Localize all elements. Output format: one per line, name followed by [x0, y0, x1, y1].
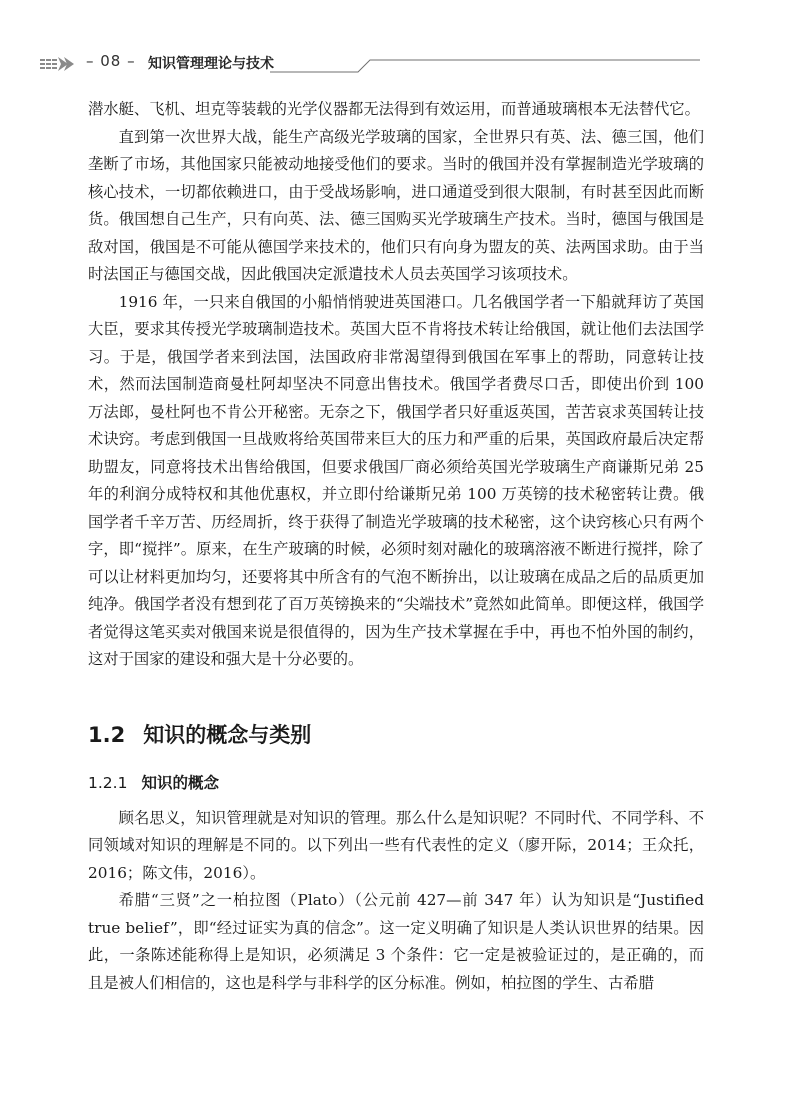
running-header [0, 48, 790, 82]
paragraph-continued: 潜水艇、飞机、坦克等装载的光学仪器都无法得到有效运用，而普通玻璃根本无法替代它。 [88, 100, 700, 118]
paragraph-wwi-glass-monopoly: 直到第一次世界大战，能生产高级光学玻璃的国家，全世界只有英、法、德三国，他们垄断了市场，其他国家只能被动地接受他们的要求。当时的俄国并没有掌握制造光学玻璃的核心技术，一切都依赖进口，由于受战场影响，进口通道受到很大限制，有时甚至因此而断货。俄国想自己生产，只有向英、法、德三国购买光学玻璃生产技术。当时，德国与俄国是敌对国，俄国是不可能从德国学来技术的，他们只有向身为盟友的英、法两国求助。由于当时法国正与德国交战，因此俄国决定派遣技术人员去英国学习该项技术。 [88, 127, 704, 283]
subsection-title: 知识的概念 [141, 773, 219, 792]
page-body [88, 96, 704, 997]
subsection-number: 1.2.1 [88, 773, 128, 792]
paragraph-russian-scholars-story: 1916 年，一只来自俄国的小船悄悄驶进英国港口。几名俄国学者一下船就拜访了英国大臣，要求其传授光学玻璃制造技术。英国大臣不肯将技术转让给俄国，就让他们去法国学习。于是，俄国学者来到法国，法国政府非常渴望得到俄国在军事上的帮助，同意转让技术，然而法国制造商曼杜阿却坚决不同意出售技术。俄国学者费尽口舌，即使出价到 100 万法郎，曼杜阿也不肯公开秘密。无奈之下，俄国学者只好重返英国，苦苦哀求英国转让技术诀窍。考虑到俄国一旦战败将给英国带来巨大的压力和严重的后果，英国政府最后决定帮助盟友，同意将技术出售给俄国，但要求俄国厂商必须给英国光学玻璃生产商谦斯兄弟 25 年的利润分成特权和其他优惠权，并立即付给谦斯兄弟 100 万英镑的技术秘密转让费。俄国学者千辛万苦、历经周折，终于获得了制造光学玻璃的技术秘密，这个诀窍核心只有两个字，即“搅拌”。原来，在生产玻璃的时候，必须时刻对融化的玻璃溶液不断进行搅拌，除了可以让材料更加均匀，还要将其中所含有的气泡不断拚出，以让玻璃在成品之后的品质更加纯净。俄国学者没有想到花了百万英镑换来的“尖端技术”竟然如此简单。即便这样，俄国学者觉得这笔买卖对俄国来说是很值得的，因为生产技术掌握在手中，再也不怕外国的制约，这对于国家的建设和强大是十分必要的。 [88, 292, 704, 668]
book-title: 知识管理理论与技术 [148, 56, 274, 72]
page-number: – 08 – [86, 52, 136, 70]
paragraph-knowledge-definitions: 顾名思义，知识管理就是对知识的管理。那么什么是知识呢？不同时代、不同学科、不同领域对知识的理解是不同的。以下列出一些有代表性的定义（廖开际，2014；王众托，2016；陈文伟，2016）。 [88, 808, 704, 882]
arrow-stripes-icon [40, 56, 76, 72]
paragraph-plato-definition: 希腊“三贤”之一柏拉图（Plato）（公元前 427—前 347 年）认为知识是“Justified true belief”，即“经过证实为真的信念”。这一定义明确了知识是人类认识世界的结果。因此，一条陈述能称得上是知识，必须满足 3 个条件：它一定是被验证过的，是正确的，而且是被人们相信的，这也是科学与非科学的区分标准。例如，柏拉图的学生、古希腊 [88, 891, 704, 992]
subsection-heading [88, 771, 704, 795]
section-heading [88, 721, 704, 749]
header-rule [270, 58, 700, 74]
section-number: 1.2 [88, 722, 126, 747]
section-title: 知识的概念与类别 [143, 722, 312, 747]
